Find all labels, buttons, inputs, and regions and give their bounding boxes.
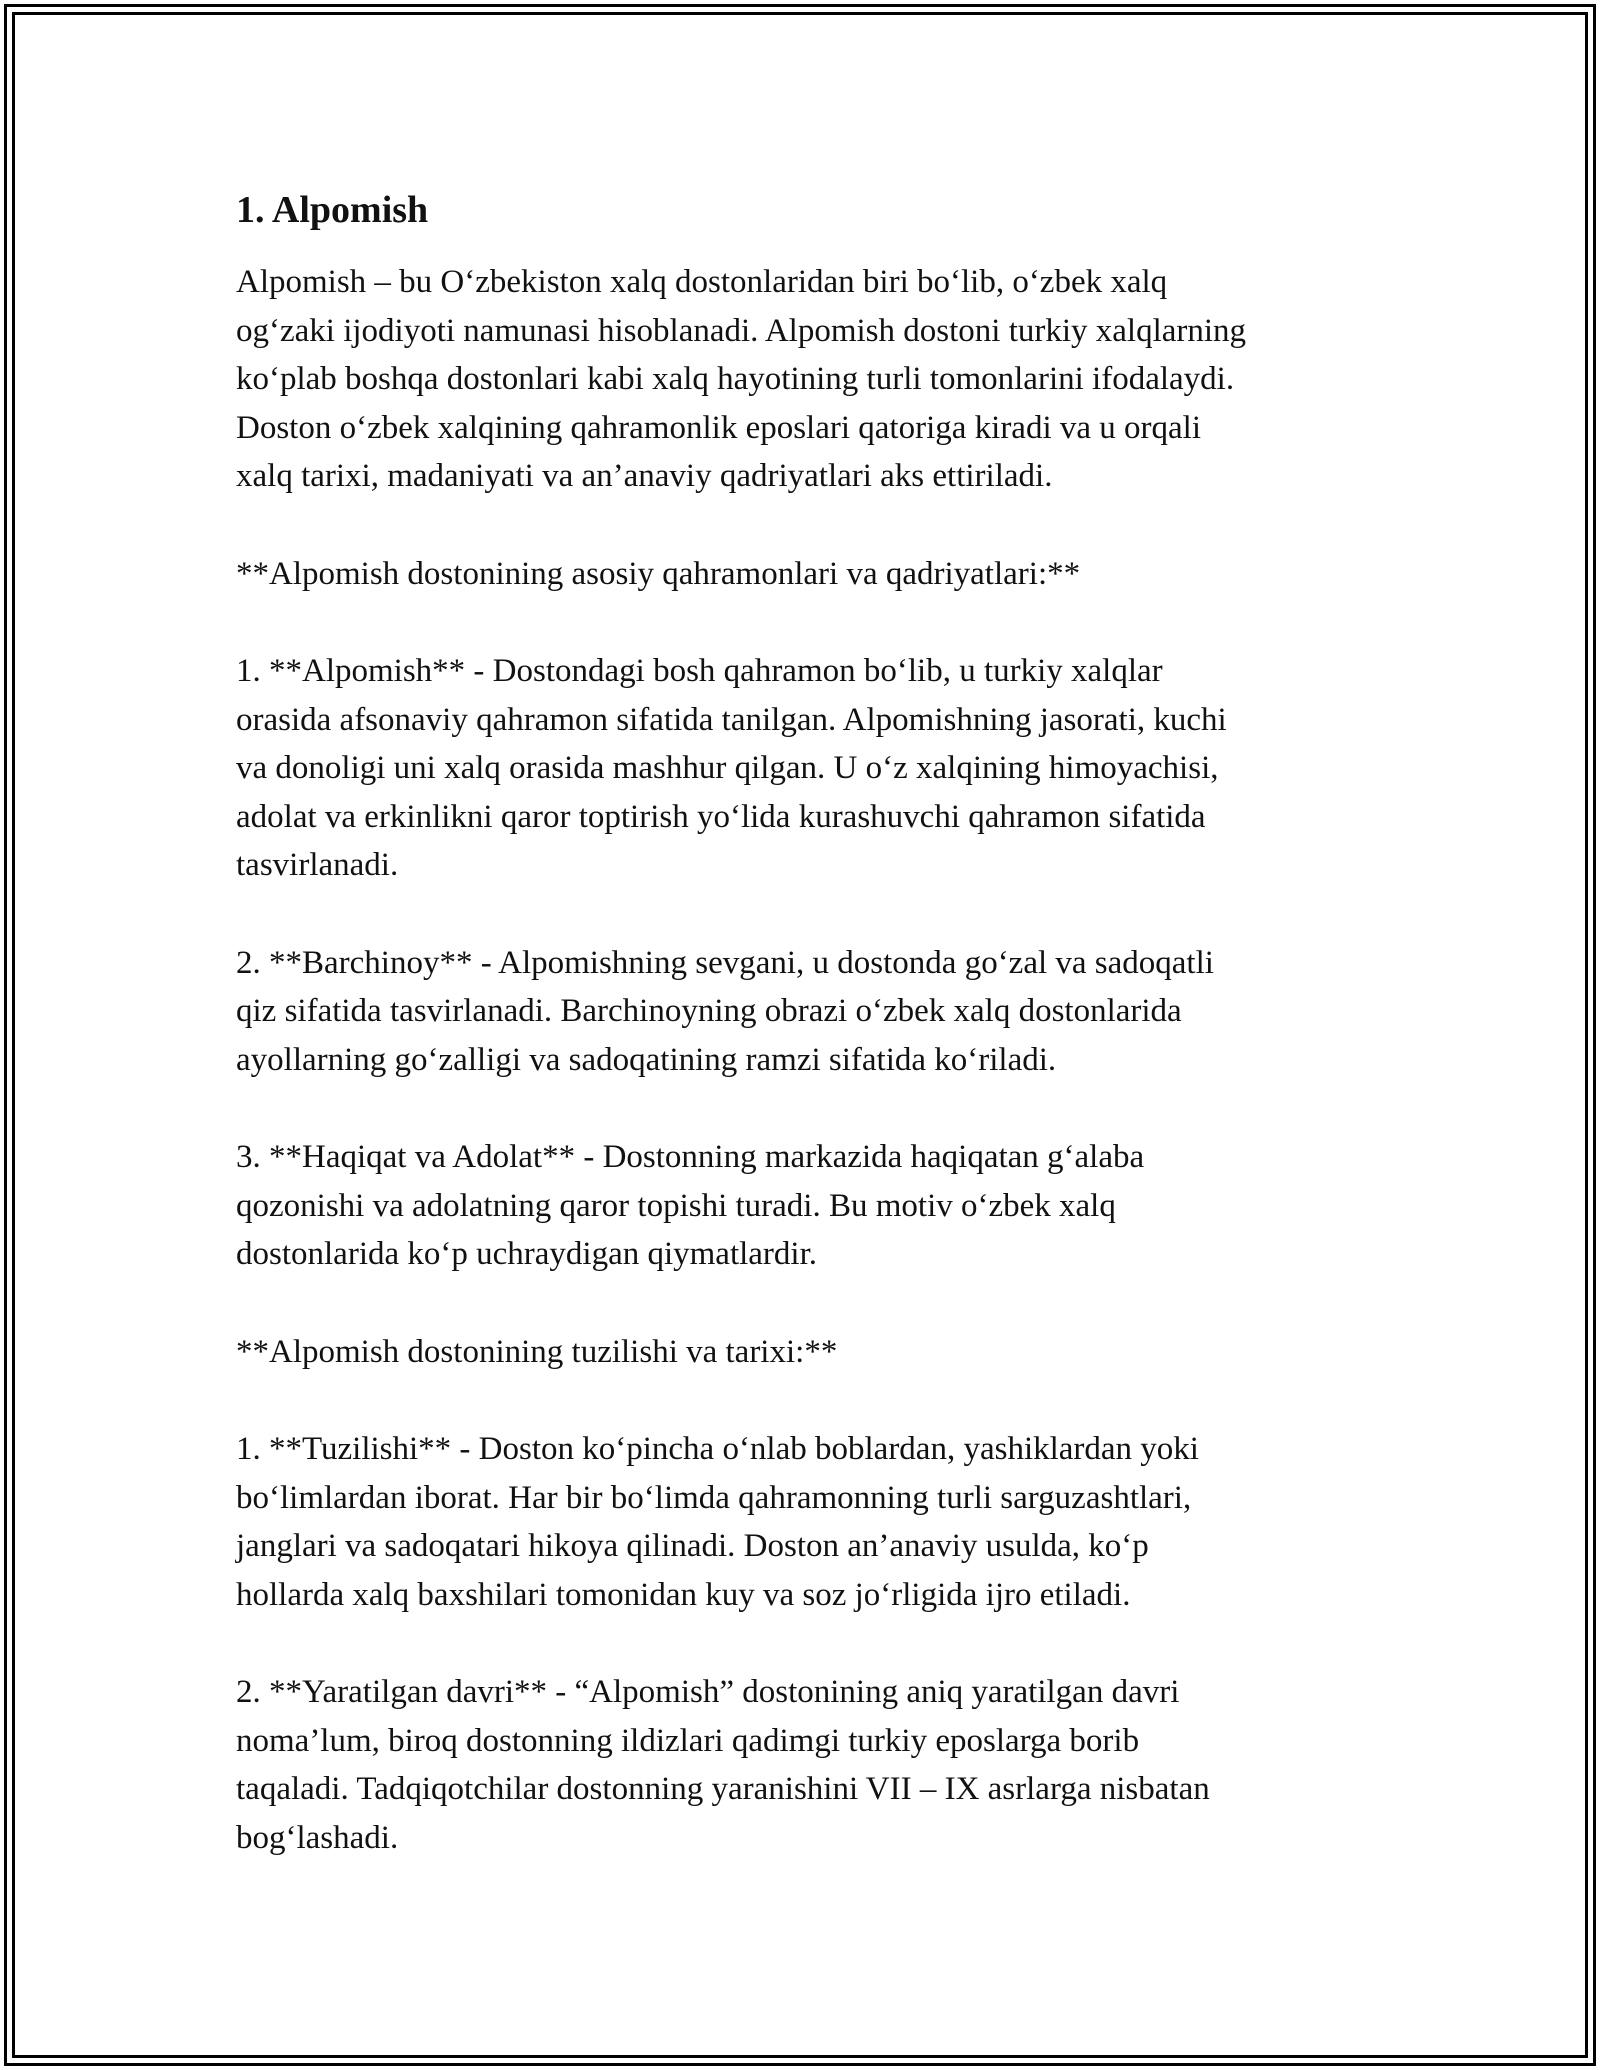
text-line: taqaladi. Tadqiqotchilar dostonning yaranishini VII – IX asrlarga nisbatan bbox=[236, 1771, 1210, 1807]
list-item-tuzilishi bbox=[236, 1425, 1376, 1619]
text-line: va donoligi uni xalq orasida mashhur qilgan. U o‘z xalqining himoyachisi, bbox=[236, 750, 1219, 786]
list-item-yaratilgan-davri bbox=[236, 1668, 1376, 1862]
text-line: janglari va sadoqatari hikoya qilinadi. Doston an’anaviy usulda, ko‘p bbox=[236, 1528, 1149, 1564]
list-item-haqiqat bbox=[236, 1133, 1376, 1279]
text-line: 3. **Haqiqat va Adolat** - Dostonning markazida haqiqatan g‘alaba bbox=[236, 1139, 1145, 1175]
text-line: 1. **Alpomish** - Dostondagi bosh qahramon bo‘lib, u turkiy xalqlar bbox=[236, 653, 1163, 689]
text-line: 2. **Yaratilgan davri** - “Alpomish” dostonining aniq yaratilgan davri bbox=[236, 1674, 1180, 1710]
document-body bbox=[236, 186, 1376, 1911]
subheading-structure bbox=[236, 1328, 1376, 1377]
text-line: Alpomish – bu O‘zbekiston xalq dostonlaridan biri bo‘lib, o‘zbek xalq bbox=[236, 264, 1168, 300]
text-line: orasida afsonaviy qahramon sifatida tanilgan. Alpomishning jasorati, kuchi bbox=[236, 701, 1227, 738]
text-line: hollarda xalq baxshilari tomonidan kuy va soz jo‘rligida ijro etiladi. bbox=[236, 1576, 1131, 1613]
text-line: xalq tarixi, madaniyati va an’anaviy qadriyatlari aks ettiriladi. bbox=[236, 458, 1053, 494]
text-line: bo‘limlardan iborat. Har bir bo‘limda qahramonning turli sarguzashtlari, bbox=[236, 1479, 1192, 1516]
text-line: **Alpomish dostonining tuzilishi va tarixi:** bbox=[236, 1333, 838, 1370]
text-line: 2. **Barchinoy** - Alpomishning sevgani, u dostonda go‘zal va sadoqatli bbox=[236, 944, 1214, 981]
section-heading: 1. Alpomish bbox=[236, 189, 429, 231]
text-line: bog‘lashadi. bbox=[236, 1819, 399, 1856]
text-line: 1. **Tuzilishi** - Doston ko‘pincha o‘nlab boblardan, yashiklardan yoki bbox=[236, 1431, 1199, 1467]
subheading-characters bbox=[236, 550, 1376, 599]
intro-paragraph bbox=[236, 258, 1376, 501]
text-line: og‘zaki ijodiyoti namunasi hisoblanadi. Alpomish dostoni turkiy xalqlarning bbox=[236, 312, 1247, 349]
text-line: qiz sifatida tasvirlanadi. Barchinoyning obrazi o‘zbek xalq dostonlarida bbox=[236, 993, 1182, 1029]
list-item-alpomish bbox=[236, 647, 1376, 890]
text-line: Doston o‘zbek xalqining qahramonlik eposlari qatoriga kiradi va u orqali bbox=[236, 409, 1201, 446]
text-line: adolat va erkinlikni qaror toptirish yo‘lida kurashuvchi qahramon sifatida bbox=[236, 798, 1206, 835]
text-line: dostonlarida ko‘p uchraydigan qiymatlardir. bbox=[236, 1236, 818, 1272]
text-line: **Alpomish dostonining asosiy qahramonlari va qadriyatlari:** bbox=[236, 555, 1081, 592]
text-line: tasvirlanadi. bbox=[236, 847, 399, 883]
text-line: qozonishi va adolatning qaror topishi turadi. Bu motiv o‘zbek xalq bbox=[236, 1187, 1116, 1224]
text-line: ayollarning go‘zalligi va sadoqatining ramzi sifatida ko‘riladi. bbox=[236, 1041, 1057, 1078]
text-line: ko‘plab boshqa dostonlari kabi xalq hayotining turli tomonlarini ifodalaydi. bbox=[236, 361, 1235, 397]
list-item-barchinoy bbox=[236, 939, 1376, 1085]
text-line: noma’lum, biroq dostonning ildizlari qadimgi turkiy eposlarga borib bbox=[236, 1722, 1140, 1759]
